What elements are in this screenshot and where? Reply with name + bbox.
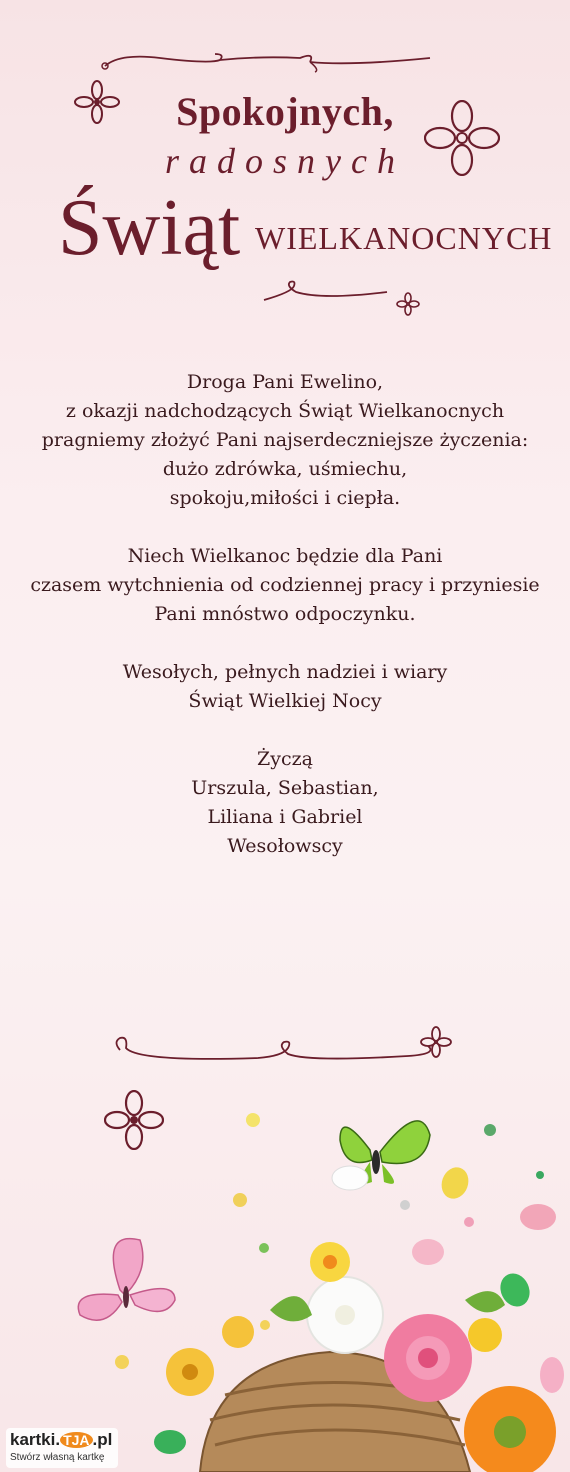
- easter-egg-icon: [332, 1166, 368, 1190]
- message-line: Wesołych, pełnych nadziei i wiary: [122, 661, 448, 683]
- bottom-swirl-divider-icon: [108, 1028, 468, 1072]
- signature-line: Liliana i Gabriel: [207, 806, 363, 828]
- logo-tagline: Stwórz własną kartkę: [10, 1452, 105, 1463]
- message-line: czasem wytchnienia od codziennej pracy i przyniesie: [30, 574, 540, 596]
- logo-text: kartki.: [10, 1430, 61, 1449]
- signature-line: Wesołowscy: [227, 835, 343, 857]
- easter-egg-icon: [540, 1357, 564, 1393]
- message-line: Pani mnóstwo odpoczynku.: [154, 603, 416, 625]
- butterfly-icon: [78, 1239, 175, 1321]
- top-swirl-divider-icon: [100, 48, 435, 76]
- title-line-3: Świąt: [58, 184, 241, 272]
- greeting-message: [20, 368, 550, 861]
- message-line: dużo zdrówka, uśmiechu,: [162, 458, 408, 480]
- flower-icon: [222, 1316, 254, 1348]
- easter-egg-icon: [154, 1430, 186, 1454]
- title-swirl-divider-icon: [262, 278, 392, 306]
- title-line-2: radosnych: [165, 141, 405, 181]
- easter-egg-icon: [437, 1164, 472, 1203]
- easter-egg-icon: [520, 1204, 556, 1230]
- message-line: pragniemy złożyć Pani najserdeczniejsze życzenia:: [41, 429, 529, 451]
- message-line: z okazji nadchodzących Świąt Wielkanocnych: [65, 400, 505, 422]
- message-line: spokoju,miłości i ciepła.: [169, 487, 401, 509]
- logo-badge: TJA: [60, 1432, 92, 1448]
- easter-egg-icon: [412, 1239, 444, 1265]
- signature-line: Urszula, Sebastian,: [191, 777, 379, 799]
- message-line: Niech Wielkanoc będzie dla Pani: [127, 545, 443, 567]
- title-line-4: WIELKANOCNYCH: [255, 220, 553, 256]
- message-line: Świąt Wielkiej Nocy: [188, 690, 382, 712]
- site-logo[interactable]: [6, 1428, 118, 1468]
- signature-line: Życzą: [257, 748, 313, 770]
- flower-icon: [468, 1318, 502, 1352]
- message-line: Droga Pani Ewelino,: [186, 371, 384, 393]
- easter-decorations: [0, 1090, 570, 1472]
- logo-domain: .pl: [92, 1430, 113, 1449]
- small-flower-icon: [396, 292, 420, 316]
- title-line-1: Spokojnych,: [176, 89, 394, 134]
- small-flower-icon: [420, 1026, 452, 1058]
